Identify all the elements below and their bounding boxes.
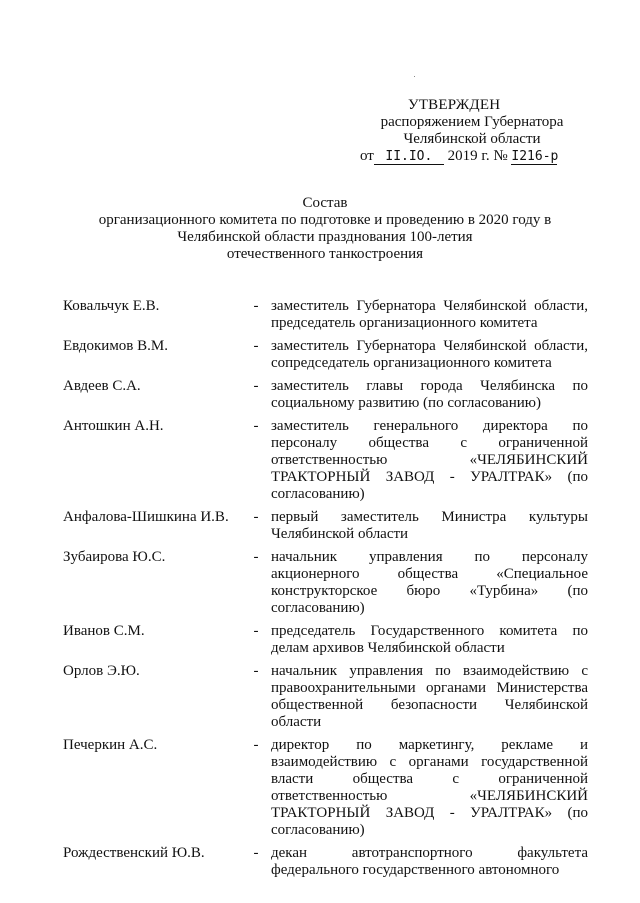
member-dash: - [253,549,259,565]
member-role-line: заместитель главы города Челябинска по [271,378,588,394]
scan-speck [414,76,415,77]
member-role-line: ТРАКТОРНЫЙ ЗАВОД - УРАЛТРАК» (по [271,805,588,821]
heading-line-3: Челябинской области празднования 100-летия [177,229,473,245]
member-role [269,737,588,839]
member-name: Ковальчук Е.В. [63,298,160,314]
member-dash: - [253,509,259,525]
approval-title: УТВЕРЖДЕН [408,97,501,113]
members-list [63,298,588,885]
member-role [269,623,588,657]
member-dash: - [253,298,259,314]
member-row [63,623,588,657]
member-role-line: сопредседатель организационного комитета [271,355,552,371]
member-dash: - [253,418,259,434]
member-row [63,418,588,503]
approval-doc-line [352,148,592,165]
member-dash: - [253,623,259,639]
member-role-line: ТРАКТОРНЫЙ ЗАВОД - УРАЛТРАК» (по [271,469,588,485]
member-role-line: ответственностью «ЧЕЛЯБИНСКИЙ [271,788,588,804]
member-role-line: конструкторское бюро «Турбина» (по [271,583,588,599]
member-dash: - [253,663,259,679]
member-dash: - [253,845,259,861]
member-row [63,549,588,617]
approval-line-2: Челябинской области [403,131,541,147]
member-row [63,338,588,372]
member-role-line: начальник управления по взаимодействию с [271,663,588,679]
document-heading [60,195,590,263]
member-role-line: федерального государственного автономного [271,862,560,878]
member-role-line: заместитель Губернатора Челябинской области, [271,338,588,354]
member-role [269,298,588,332]
member-row [63,509,588,543]
member-row [63,663,588,731]
member-name: Зубаирова Ю.С. [63,549,166,565]
heading-line-2: организационного комитета по подготовке и проведению в 2020 году в [98,212,552,228]
member-name: Рождественский Ю.В. [63,845,205,861]
member-role-line: общественной безопасности Челябинской [271,697,588,713]
approval-prefix: от [360,148,374,164]
member-role-line: первый заместитель Министра культуры [271,509,588,525]
member-role [269,418,588,503]
member-role-line: персоналу общества с ограниченной [271,435,588,451]
member-role-line: декан автотранспортного факультета [271,845,588,861]
member-role [269,378,588,412]
member-role [269,338,588,372]
member-name: Авдеев С.А. [63,378,141,394]
member-role-line: области [271,714,322,730]
heading-line-4: отечественного танкостроения [226,246,424,262]
approval-number: I216-р [511,149,559,164]
member-name: Иванов С.М. [63,623,145,639]
member-role-line: согласованию) [271,822,365,838]
member-role-line: Челябинской области [271,526,409,542]
member-row [63,378,588,412]
member-role [269,663,588,731]
approval-stamp [352,97,592,165]
member-dash: - [253,338,259,354]
member-role-line: начальник управления по персоналу [271,549,588,565]
member-role-line: председатель организационного комитета [271,315,538,331]
member-role-line: взаимодействию с органами государственной [271,754,588,770]
member-role-line: согласованию) [271,486,365,502]
member-name: Антошкин А.Н. [63,418,164,434]
member-role-line: акционерного общества «Специальное [271,566,588,582]
member-role-line: директор по маркетингу, рекламе и [271,737,588,753]
member-name: Орлов Э.Ю. [63,663,140,679]
member-name: Печеркин А.С. [63,737,158,753]
member-role-line: согласованию) [271,600,365,616]
member-role [269,509,588,543]
member-role-line: правоохранительными органами Министерства [271,680,588,696]
member-role-line: делам архивов Челябинской области [271,640,505,656]
member-role-line: социальному развитию (по согласованию) [271,395,541,411]
member-name: Анфалова-Шишкина И.В. [63,509,229,525]
approval-line-1: распоряжением Губернатора [380,114,564,130]
member-role-line: заместитель Губернатора Челябинской области, [271,298,588,314]
member-name: Евдокимов В.М. [63,338,168,354]
approval-date: II.IO. [374,149,444,165]
member-role-line: власти общества с ограниченной [271,771,588,787]
member-role [269,845,588,879]
member-dash: - [253,737,259,753]
member-row [63,845,588,879]
member-row [63,737,588,839]
approval-year: 2019 г. № [447,148,508,164]
member-role-line: председатель Государственного комитета по [271,623,588,639]
member-role [269,549,588,617]
member-dash: - [253,378,259,394]
heading-line-1: Состав [302,195,348,211]
member-role-line: заместитель генерального директора по [271,418,588,434]
member-role-line: ответственностью «ЧЕЛЯБИНСКИЙ [271,452,588,468]
member-row [63,298,588,332]
